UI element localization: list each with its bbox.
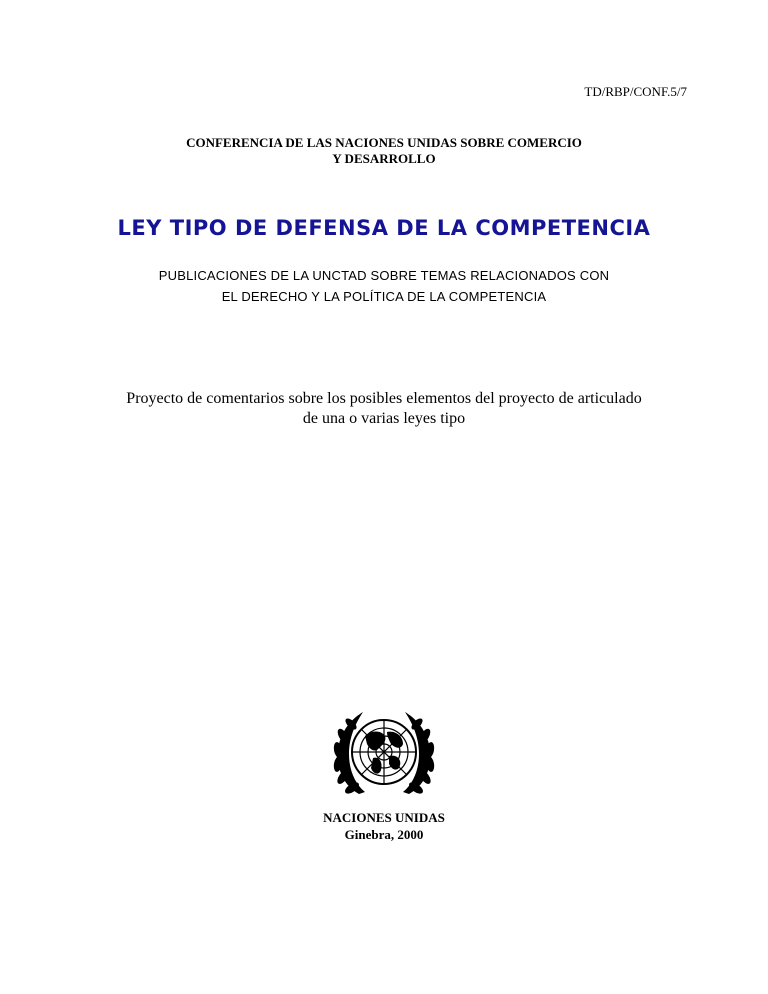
- publication-place-date: Ginebra, 2000: [344, 827, 424, 842]
- conference-line-2: Y DESARROLLO: [332, 151, 436, 166]
- series-line-1: PUBLICACIONES DE LA UNCTAD SOBRE TEMAS RELACIONADOS CON: [158, 268, 610, 283]
- subtitle-line-2: de una o varias leyes tipo: [302, 410, 466, 427]
- conference-line-1: CONFERENCIA DE LAS NACIONES UNIDAS SOBRE COMERCIO: [186, 135, 582, 150]
- document-title: LEY TIPO DE DEFENSA DE LA COMPETENCIA: [117, 216, 651, 240]
- series-heading: [0, 265, 768, 307]
- un-emblem-icon: [329, 706, 439, 806]
- publisher-block: [0, 809, 768, 843]
- document-subtitle: [0, 389, 768, 429]
- subtitle-line-1: Proyecto de comentarios sobre los posibles elementos del proyecto de articulado: [126, 390, 642, 407]
- conference-heading: [0, 135, 768, 167]
- series-line-2: EL DERECHO Y LA POLÍTICA DE LA COMPETENCIA: [221, 289, 547, 304]
- publisher-name: NACIONES UNIDAS: [323, 810, 445, 825]
- document-symbol: TD/RBP/CONF.5/7: [584, 84, 687, 99]
